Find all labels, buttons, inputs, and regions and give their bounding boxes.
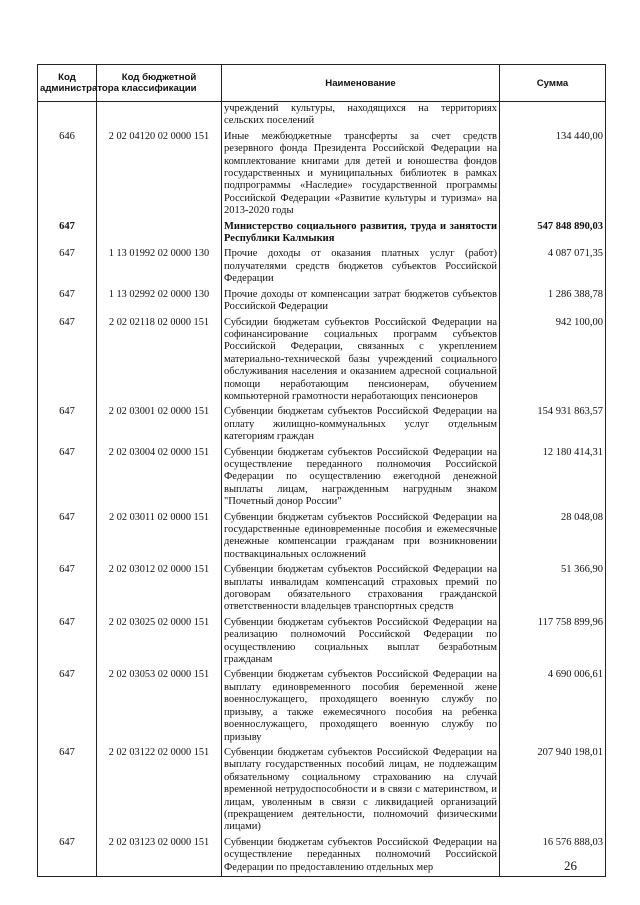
sum-cell: 942 100,00 xyxy=(500,316,606,406)
admin-code-cell: 647 xyxy=(38,288,97,316)
sum-cell: 51 366,90 xyxy=(500,563,606,616)
table-row xyxy=(38,746,606,836)
name-cell: Субвенции бюджетам субъектов Российской Федерации на выплаты инвалидам компенсаций страховых премий по договорам обязательного страхования гражданской ответственности владельцев транспортных средств xyxy=(222,563,500,616)
table-row xyxy=(38,102,606,130)
name-cell: учреждений культуры, находящихся на территориях сельских поселений xyxy=(222,102,500,130)
name-cell: Субсидии бюджетам субъектов Российской Федерации на софинансирование социальных программ субъектов Российской Федерации, связанных с укреплением материально-технической базы учреждений социального обслуживания населения и оказанием адресной социальной помощи неработающим пенсионерам, обучением компьютерной грамотности неработающих пенсионеров xyxy=(222,316,500,406)
table-row xyxy=(38,220,606,248)
admin-code-cell: 647 xyxy=(38,405,97,445)
table-body xyxy=(38,102,606,877)
budget-code-cell: 1 13 01992 02 0000 130 xyxy=(97,247,222,287)
admin-code-cell: 647 xyxy=(38,836,97,877)
table-row xyxy=(38,288,606,316)
budget-code-cell xyxy=(97,220,222,248)
budget-code-cell: 2 02 02118 02 0000 151 xyxy=(97,316,222,406)
table-row xyxy=(38,511,606,564)
name-cell: Иные межбюджетные трансферты за счет средств резервного фонда Президента Российской Федерации на комплектование книгами для детей и юношества фондов государственных и муниципальных библиотек в рамках подпрограммы «Наследие» государственной программы Российской Федерации «Развитие культуры и туризма» на 2013-2020 годы xyxy=(222,130,500,220)
name-cell: Субвенции бюджетам субъектов Российской Федерации на государственные единовременные пособия и ежемесячные денежные компенсации гражданам при возникновении поствакцинальных осложнений xyxy=(222,511,500,564)
budget-code-cell: 2 02 03011 02 0000 151 xyxy=(97,511,222,564)
table-row xyxy=(38,130,606,220)
budget-code-cell: 2 02 03001 02 0000 151 xyxy=(97,405,222,445)
table-row xyxy=(38,247,606,287)
admin-code-cell: 647 xyxy=(38,220,97,248)
header-budget-code: Код бюджетной классификации xyxy=(97,65,222,102)
admin-code-cell: 647 xyxy=(38,563,97,616)
admin-code-cell: 647 xyxy=(38,316,97,406)
sum-cell: 154 931 863,57 xyxy=(500,405,606,445)
admin-code-cell: 647 xyxy=(38,616,97,669)
sum-cell: 547 848 890,03 xyxy=(500,220,606,248)
budget-code-cell: 2 02 04120 02 0000 151 xyxy=(97,130,222,220)
admin-code-cell xyxy=(38,102,97,130)
sum-cell: 134 440,00 xyxy=(500,130,606,220)
sum-cell: 16 576 888,03 xyxy=(500,836,606,877)
header-sum: Сумма xyxy=(500,65,606,102)
admin-code-cell: 647 xyxy=(38,446,97,511)
name-cell: Министерство социального развития, труда и занятости Республики Калмыкия xyxy=(222,220,500,248)
budget-table xyxy=(37,64,606,877)
table-row xyxy=(38,316,606,406)
table-header-row xyxy=(38,65,606,102)
header-admin-code: Код администратора xyxy=(38,65,97,102)
table-row xyxy=(38,616,606,669)
name-cell: Субвенции бюджетам субъектов Российской Федерации на выплату государственных пособий лицам, не подлежащим обязательному социальному страхованию на случай временной нетрудоспособности и в связи с материнством, и лицам, уволенным в связи с ликвидацией организаций (прекращением деятельности, полномочий физическими лицами) xyxy=(222,746,500,836)
sum-cell: 28 048,08 xyxy=(500,511,606,564)
admin-code-cell: 647 xyxy=(38,746,97,836)
table-row xyxy=(38,405,606,445)
sum-cell: 117 758 899,96 xyxy=(500,616,606,669)
budget-code-cell: 2 02 03012 02 0000 151 xyxy=(97,563,222,616)
table-row xyxy=(38,446,606,511)
sum-cell xyxy=(500,102,606,130)
sum-cell: 4 087 071,35 xyxy=(500,247,606,287)
admin-code-cell: 646 xyxy=(38,130,97,220)
table-row xyxy=(38,668,606,745)
name-cell: Субвенции бюджетам субъектов Российской Федерации на осуществление переданного полномочия Российской Федерации по осуществлению ежегодной денежной выплаты лицам, награжденным нагрудным знаком "Почетный донор России" xyxy=(222,446,500,511)
budget-code-cell: 2 02 03123 02 0000 151 xyxy=(97,836,222,877)
budget-code-cell: 2 02 03053 02 0000 151 xyxy=(97,668,222,745)
name-cell: Субвенции бюджетам субъектов Российской Федерации на реализацию полномочий Российской Федерации по осуществлению социальных выплат безработным гражданам xyxy=(222,616,500,669)
budget-code-cell: 2 02 03122 02 0000 151 xyxy=(97,746,222,836)
budget-code-cell: 1 13 02992 02 0000 130 xyxy=(97,288,222,316)
admin-code-cell: 647 xyxy=(38,668,97,745)
name-cell: Субвенции бюджетам субъектов Российской Федерации на оплату жилищно-коммунальных услуг отдельным категориям граждан xyxy=(222,405,500,445)
admin-code-cell: 647 xyxy=(38,511,97,564)
name-cell: Прочие доходы от компенсации затрат бюджетов субъектов Российской Федерации xyxy=(222,288,500,316)
name-cell: Прочие доходы от оказания платных услуг (работ) получателями средств бюджетов субъектов Российской Федерации xyxy=(222,247,500,287)
sum-cell: 207 940 198,01 xyxy=(500,746,606,836)
table-row xyxy=(38,836,606,877)
budget-code-cell: 2 02 03025 02 0000 151 xyxy=(97,616,222,669)
name-cell: Субвенции бюджетам субъектов Российской Федерации на осуществление переданных полномочий Российской Федерации по предоставлению отдельных мер xyxy=(222,836,500,877)
budget-code-cell xyxy=(97,102,222,130)
name-cell: Субвенции бюджетам субъектов Российской Федерации на выплату единовременного пособия беременной жене военнослужащего, проходящего военную службу по призыву, а также ежемесячного пособия на ребенка военнослужащего, проходящего военную службу по призыву xyxy=(222,668,500,745)
sum-cell: 1 286 388,78 xyxy=(500,288,606,316)
sum-cell: 12 180 414,31 xyxy=(500,446,606,511)
sum-cell: 4 690 006,61 xyxy=(500,668,606,745)
header-name: Наименование xyxy=(222,65,500,102)
budget-code-cell: 2 02 03004 02 0000 151 xyxy=(97,446,222,511)
table-row xyxy=(38,563,606,616)
admin-code-cell: 647 xyxy=(38,247,97,287)
page-number: 26 xyxy=(564,858,577,873)
